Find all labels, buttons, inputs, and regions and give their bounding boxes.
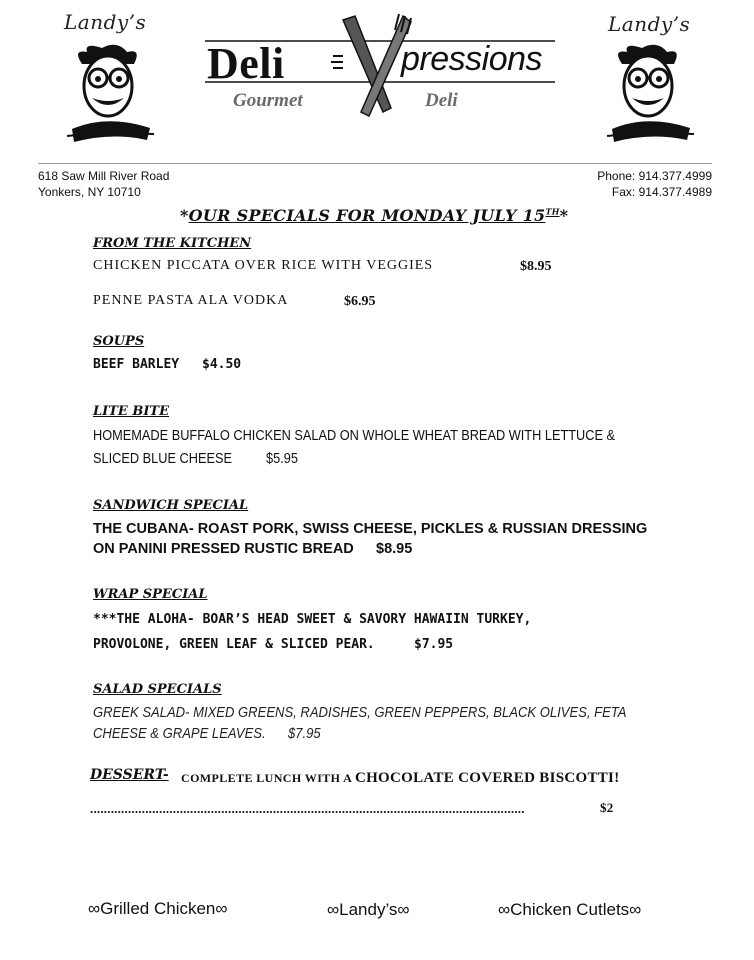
landys-script-left: Landy’s <box>64 10 147 34</box>
kitchen-item-1: CHICKEN PICCATA OVER RICE WITH VEGGIES <box>93 258 434 273</box>
logo-deli-small: Deli <box>425 90 458 111</box>
soups-item: BEEF BARLEY <box>93 357 180 372</box>
kitchen-item-2: PENNE PASTA ALA VODKA <box>93 293 289 308</box>
salad-line-1: GREEK SALAD- MIXED GREENS, RADISHES, GREEN PEPPERS, BLACK OLIVES, FETA <box>93 705 627 721</box>
soups-title: SOUPS <box>93 334 145 349</box>
sandwich-line-1: THE CUBANA- ROAST PORK, SWISS CHEESE, PICKLES & RUSSIAN DRESSING <box>93 521 648 537</box>
sandwich-line-2: ON PANINI PRESSED RUSTIC BREAD <box>93 541 354 557</box>
kitchen-item-2-price: $6.95 <box>344 294 376 309</box>
dessert-title: DESSERT- <box>90 767 169 783</box>
landys-caricature-left <box>62 44 157 149</box>
header-divider <box>38 163 712 164</box>
landys-caricature-right <box>602 44 697 149</box>
kitchen-title: FROM THE KITCHEN <box>93 236 252 251</box>
dessert-text <box>181 770 620 787</box>
dessert-price: $2 <box>600 800 614 815</box>
headline-star: * <box>180 206 189 225</box>
salad-price: $7.95 <box>288 726 321 742</box>
wrap-title: WRAP SPECIAL <box>93 587 208 602</box>
wrap-line-2: PROVOLONE, GREEN LEAF & SLICED PEAR. <box>93 637 375 652</box>
dessert-text-big: CHOCOLATE COVERED BISCOTTI! <box>354 770 620 786</box>
address-street: 618 Saw Mill River Road <box>38 169 170 183</box>
headline-star: * <box>559 206 569 225</box>
dessert-text-small: COMPLETE LUNCH WITH A <box>181 771 352 785</box>
wrap-price: $7.95 <box>414 637 454 652</box>
logo-gourmet: Gourmet <box>233 90 303 111</box>
lite-bite-price: $5.95 <box>266 451 298 467</box>
headline-ordinal: TH <box>545 206 560 217</box>
footer-grilled-chicken: ∞Grilled Chicken∞ <box>88 899 228 918</box>
headline-text: OUR SPECIALS FOR MONDAY JULY 15 <box>188 206 546 225</box>
specials-headline <box>180 206 568 225</box>
leader-dots: .............................................................................................................................. <box>90 801 525 816</box>
address-block <box>38 168 169 200</box>
sandwich-price: $8.95 <box>376 541 413 557</box>
footer-landys: ∞Landy’s∞ <box>327 900 410 919</box>
address-city: Yonkers, NY 10710 <box>38 185 141 199</box>
fax-number: Fax: 914.377.4989 <box>611 185 712 199</box>
soups-price: $4.50 <box>202 357 242 372</box>
lite-bite-title: LITE BITE <box>93 404 169 419</box>
salad-title: SALAD SPECIALS <box>93 682 222 697</box>
salad-line-2: CHEESE & GRAPE LEAVES. <box>93 726 266 742</box>
logo-pressions-word: pressions <box>401 40 543 78</box>
wrap-line-1: ***THE ALOHA- BOAR’S HEAD SWEET & SAVORY HAWAIIN TURKEY, <box>93 612 532 627</box>
kitchen-item-1-price: $8.95 <box>520 259 552 274</box>
landys-script-right: Landy’s <box>608 12 691 36</box>
footer-chicken-cutlets: ∞Chicken Cutlets∞ <box>498 900 642 919</box>
deli-xpressions-logo <box>205 12 560 120</box>
lite-bite-line-2: SLICED BLUE CHEESE <box>93 451 232 467</box>
logo-deli-word: Deli <box>207 39 285 88</box>
lite-bite-line-1: HOMEMADE BUFFALO CHICKEN SALAD ON WHOLE WHEAT BREAD WITH LETTUCE & <box>93 428 616 444</box>
sandwich-title: SANDWICH SPECIAL <box>93 498 249 513</box>
contact-block <box>597 168 712 200</box>
dessert-leader-dots <box>90 800 590 818</box>
phone-number: Phone: 914.377.4999 <box>597 169 712 183</box>
